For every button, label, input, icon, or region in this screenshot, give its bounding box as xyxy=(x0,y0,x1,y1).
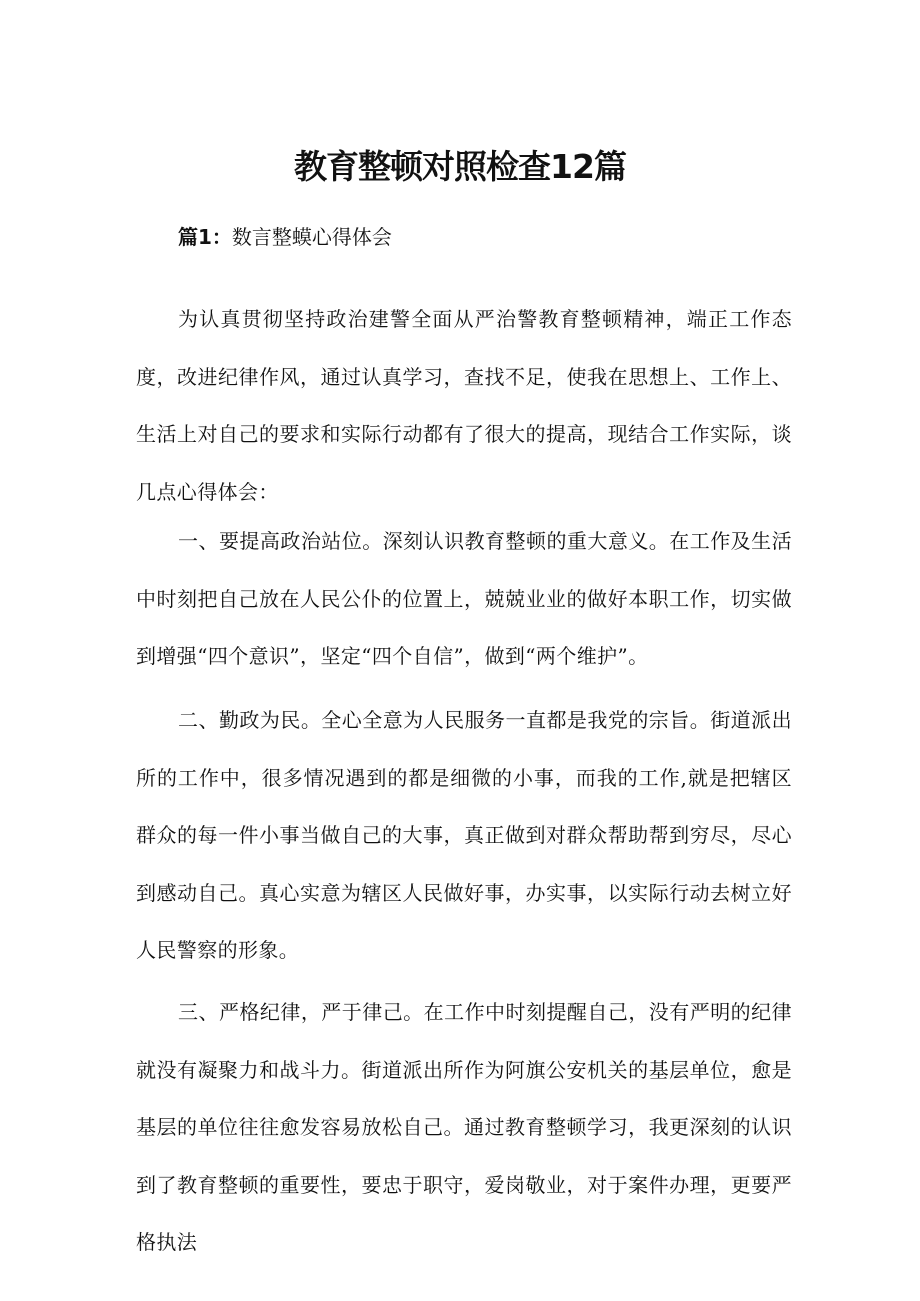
paragraph-intro: 为认真贯彻坚持政治建警全面从严治警教育整顿精神，端正工作态度，改进纪律作风，通过认真学习，查找不足，使我在思想上、工作上、生活上对自己的要求和实际行动都有了很大的提高，现结合工作实际，谈几点心得体会： xyxy=(136,307,792,504)
document-title: 教育整顿对照检查12篇 xyxy=(294,147,626,186)
paragraph-political-stance: 一、要提高政治站位。深刻认识教育整顿的重大意义。在工作及生活中时刻把自己放在人民公仆的位置上，兢兢业业的做好本职工作，切实做到增强“四个意识”，坚定“四个自信”，做到“两个维护”。 xyxy=(136,529,792,668)
paragraph-strict-discipline: 三、严格纪律，严于律己。在工作中时刻提醒自己，没有严明的纪律就没有凝聚力和战斗力。街道派出所作为阿旗公安机关的基层单位，愈是基层的单位往往愈发容易放松自己。通过教育整顿学习，我更深刻的认识到了教育整顿的重要性，要忠于职守，爱岗敬业，对于案件办理，更要严格执法 xyxy=(136,1000,792,1254)
section-heading xyxy=(178,223,392,251)
section-label: 篇1： xyxy=(178,225,232,249)
section-heading-text: 数言整蟆心得体会 xyxy=(231,225,392,249)
paragraph-serve-people: 二、勤政为民。全心全意为人民服务一直都是我党的宗旨。街道派出所的工作中，很多情况遇到的都是细微的小事，而我的工作,就是把辖区群众的每一件小事当做自己的大事，真正做到对群众帮助帮到穷尽，尽心到感动自己。真心实意为辖区人民做好事，办实事，以实际行动去树立好人民警察的形象。 xyxy=(136,708,792,962)
